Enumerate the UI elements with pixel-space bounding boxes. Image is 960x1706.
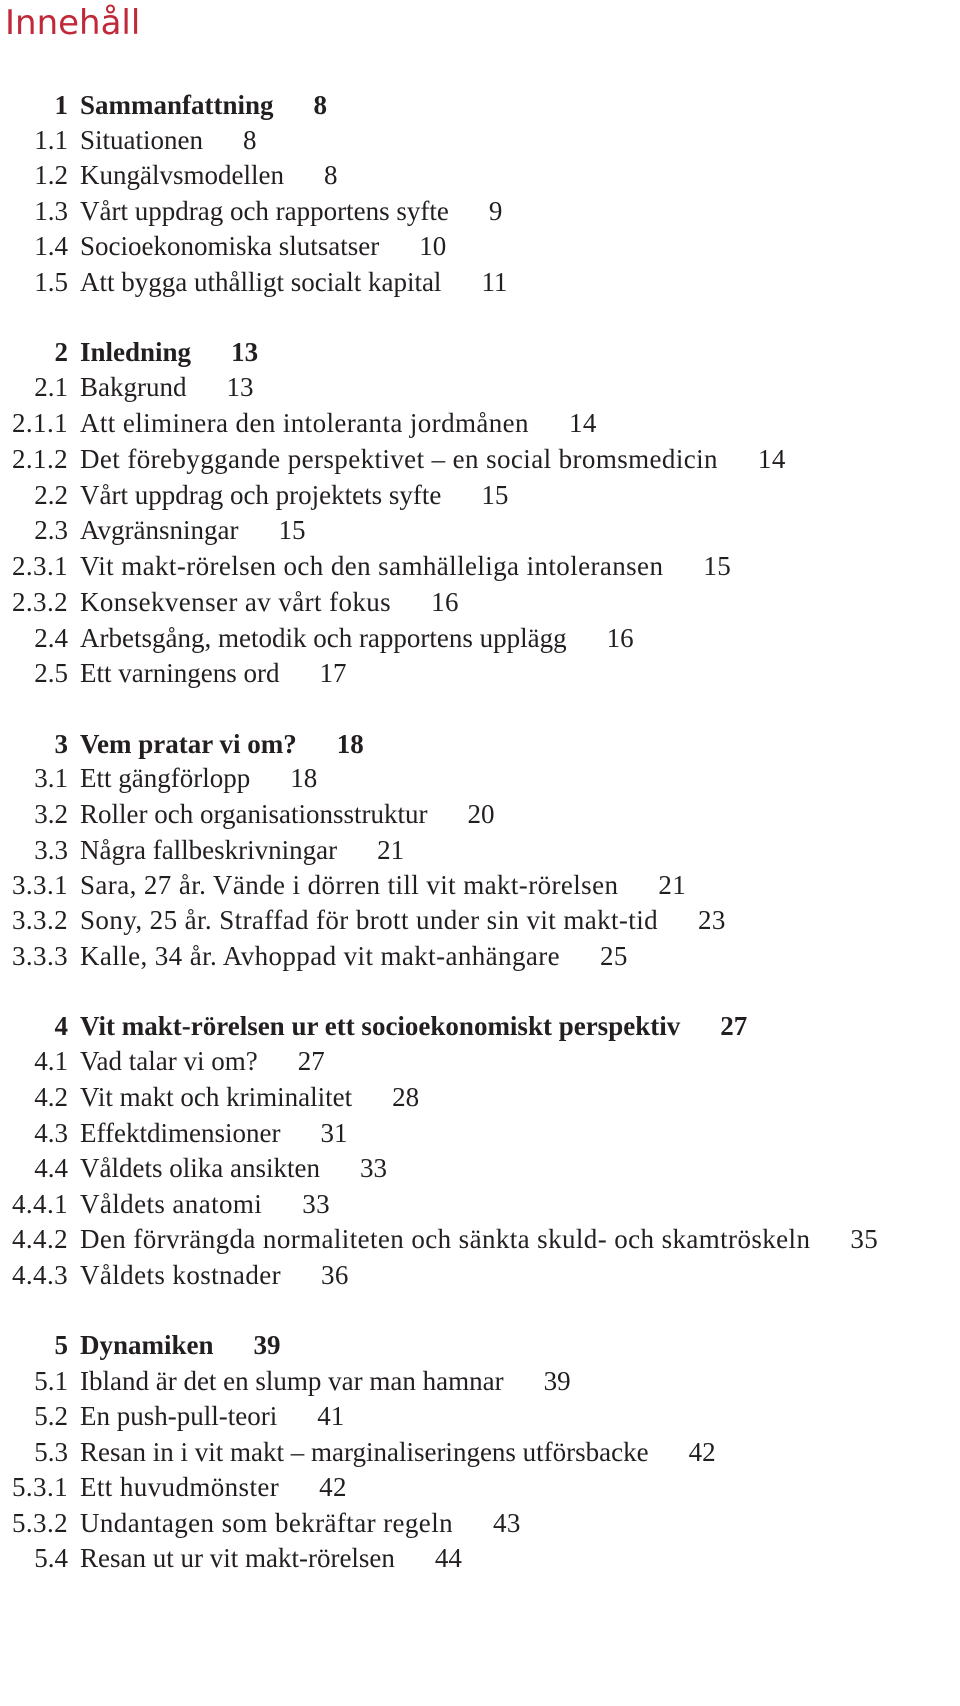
toc-entry-title: Effektdimensioner [80,1118,281,1148]
toc-entry-title: Roller och organisationsstruktur [80,799,428,829]
toc-entry-page: 13 [226,372,254,402]
toc-entry-page: 18 [290,763,318,793]
toc-entry-number: 3.2 [34,799,68,829]
toc-entry[interactable] [8,796,494,832]
toc-entry[interactable] [8,477,508,513]
toc-entry-number: 1.1 [34,125,68,155]
toc-entry-number: 3.1 [34,763,68,793]
toc-entry[interactable] [8,726,364,762]
toc-entry-number: 5.3.2 [12,1508,68,1538]
toc-entry[interactable] [8,1008,747,1044]
toc-entry-page: 39 [543,1366,571,1396]
toc-entry-title: Att eliminera den intoleranta jordmånen [80,408,529,438]
toc-entry-number: 2.1 [34,372,68,402]
toc-entry-page: 13 [231,337,259,367]
toc-entry[interactable] [8,264,507,300]
toc-entry-title: Våldets olika ansikten [80,1153,320,1183]
toc-entry-title: Bakgrund [80,372,187,402]
toc-entry-page: 17 [319,658,347,688]
toc-entry-page: 33 [359,1153,387,1183]
toc-entry-page: 18 [336,729,364,759]
toc-entry-page: 16 [606,623,634,653]
toc-entry-number: 5.3 [34,1437,68,1467]
toc-entry-page: 39 [253,1330,281,1360]
toc-entry-number: 4 [54,1011,68,1041]
toc-entry[interactable] [8,1150,387,1186]
toc-entry-title: Vårt uppdrag och rapportens syfte [80,196,449,226]
toc-entry-page: 27 [720,1011,748,1041]
toc-entry-title: Socioekonomiska slutsatser [80,231,380,261]
toc-entry[interactable] [8,1434,716,1470]
toc-entry[interactable] [8,1398,344,1434]
toc-entry-page: 42 [319,1472,347,1502]
toc-entry[interactable] [8,441,786,477]
toc-entry[interactable] [8,1079,419,1115]
toc-entry-page: 44 [434,1543,462,1573]
toc-entry-page: 8 [243,125,257,155]
toc-entry-page: 21 [658,870,687,900]
toc-entry[interactable] [8,584,459,620]
toc-entry-page: 15 [703,551,732,581]
toc-entry-title: Några fallbeskrivningar [80,835,338,865]
toc-entry-number: 2.2 [34,480,68,510]
toc-entry-number: 1.4 [34,231,68,261]
toc-entry-page: 11 [481,267,508,297]
toc-entry[interactable] [8,157,337,193]
toc-entry[interactable] [8,228,446,264]
toc-entry-page: 14 [568,408,597,438]
toc-entry-title: Ett gängförlopp [80,763,251,793]
toc-entry[interactable] [8,369,253,405]
toc-entry-title: Ett varningens ord [80,658,280,688]
toc-entry-page: 23 [698,905,726,935]
toc-entry-page: 28 [392,1082,420,1112]
toc-entry-title: Vit makt-rörelsen ur ett socioekonomiskt perspektiv [80,1011,681,1041]
toc-entry-title: Sammanfattning [80,90,274,120]
toc-entry-number: 3.3 [34,835,68,865]
toc-entry-page: 16 [431,587,459,617]
toc-entry-title: Vad talar vi om? [80,1046,258,1076]
toc-entry[interactable] [8,902,726,938]
toc-entry-title: Undantagen som bekräftar regeln [80,1508,453,1538]
toc-entry[interactable] [8,620,634,656]
toc-entry-number: 2.1.1 [12,408,68,438]
toc-entry-number: 2.4 [34,623,68,653]
toc-entry-page: 8 [323,160,338,190]
toc-entry[interactable] [8,405,597,441]
toc-entry-number: 1 [54,90,68,120]
toc-entry[interactable] [8,1327,281,1363]
toc-entry[interactable] [8,1221,878,1257]
toc-entry-page: 43 [493,1508,521,1538]
toc-entry[interactable] [8,1186,330,1222]
toc-entry-page: 15 [278,515,306,545]
toc-entry[interactable] [8,867,686,903]
toc-entry-title: Sony, 25 år. Straffad för brott under sin vit makt-tid [80,905,659,935]
toc-entry-number: 3.3.3 [12,941,68,971]
toc-entry-page: 35 [850,1224,879,1254]
toc-entry-title: Konsekvenser av vårt fokus [80,587,392,617]
toc-entry[interactable] [8,1505,521,1541]
toc-entry-page: 14 [757,444,786,474]
toc-entry-title: Vårt uppdrag och projektets syfte [80,480,442,510]
toc-entry-number: 4.3 [34,1118,68,1148]
toc-entry-page: 21 [377,835,405,865]
toc-entry-number: 2.3 [34,515,68,545]
toc-entry-title: Arbetsgång, metodik och rapportens upplägg [80,623,567,653]
toc-entry-title: Dynamiken [80,1330,214,1360]
toc-entry[interactable] [8,1469,347,1505]
toc-entry-number: 4.4.1 [12,1189,68,1219]
toc-entry[interactable] [8,548,731,584]
toc-entry-number: 4.2 [34,1082,68,1112]
toc-entry-number: 4.4.2 [12,1224,68,1254]
toc-entry-number: 2.1.2 [12,444,68,474]
toc-entry-number: 1.3 [34,196,68,226]
toc-entry-number: 3.3.2 [12,905,68,935]
toc-entry-number: 5.2 [34,1401,68,1431]
toc-entry-title: Ett huvudmönster [80,1472,280,1502]
page-title: Innehåll [5,3,141,43]
toc-entry-page: 25 [600,941,628,971]
toc-entry[interactable] [8,1540,462,1576]
toc-entry-page: 20 [467,799,495,829]
toc-entry[interactable] [8,122,257,158]
toc-entry[interactable] [8,193,502,229]
toc-entry-page: 27 [297,1046,325,1076]
toc-entry-title: Avgränsningar [80,515,239,545]
toc-entry[interactable] [8,1257,349,1293]
toc-entry-number: 4.4 [34,1153,68,1183]
toc-entry-title: Sara, 27 år. Vände i dörren till vit makt-rörelsen [80,870,619,900]
toc-entry-number: 2.3.2 [12,587,68,617]
toc-entry-number: 5 [54,1330,68,1360]
toc-entry[interactable] [8,87,327,123]
toc-entry[interactable] [8,655,346,691]
toc-entry[interactable] [8,832,404,868]
toc-entry[interactable] [8,512,305,548]
toc-entry-title: Våldets kostnader [80,1260,281,1290]
toc-entry-number: 3.3.1 [12,870,68,900]
toc-entry-number: 2 [54,337,68,367]
toc-entry-title: Att bygga uthålligt socialt kapital [80,267,442,297]
toc-entry-page: 8 [313,90,328,120]
toc-entry-number: 4.1 [34,1046,68,1076]
toc-entry[interactable] [8,938,628,974]
toc-entry-page: 10 [419,231,447,261]
toc-entry-number: 5.1 [34,1366,68,1396]
toc-entry[interactable] [8,1115,347,1151]
toc-entry-number: 2.5 [34,658,68,688]
toc-entry-title: Våldets anatomi [80,1189,263,1219]
toc-entry-number: 5.3.1 [12,1472,68,1502]
toc-entry-title: Kungälvsmodellen [80,160,284,190]
toc-entry-title: Resan in i vit makt – marginaliseringens utförsbacke [80,1437,649,1467]
toc-entry-page: 31 [320,1118,348,1148]
toc-entry-title: Vit makt och kriminalitet [80,1082,353,1112]
toc-entry-title: Vit makt-rörelsen och den samhälleliga intoleransen [80,551,664,581]
toc-entry-title: Det förebyggande perspektivet – en social bromsmedicin [80,444,718,474]
toc-entry-number: 5.4 [34,1543,68,1573]
toc-entry-title: Den förvrängda normaliteten och sänkta skuld- och skamtröskeln [80,1224,811,1254]
toc-entry-number: 1.5 [34,267,68,297]
toc-entry-number: 1.2 [34,160,68,190]
toc-entry-page: 33 [302,1189,331,1219]
toc-entry-number: 2.3.1 [12,551,68,581]
toc-entry-page: 9 [488,196,503,226]
toc-entry[interactable] [8,760,317,796]
toc-entry-number: 4.4.3 [12,1260,68,1290]
toc-entry[interactable] [8,334,258,370]
toc-entry-title: Kalle, 34 år. Avhoppad vit makt-anhängare [80,941,561,971]
toc-entry-title: Situationen [80,125,203,155]
toc-entry[interactable] [8,1043,325,1079]
toc-entry-title: Inledning [80,337,192,367]
toc-entry-title: Vem pratar vi om? [80,729,297,759]
toc-entry-number: 3 [54,729,68,759]
toc-entry-page: 42 [688,1437,716,1467]
toc-entry-title: Ibland är det en slump var man hamnar [80,1366,504,1396]
toc-entry-page: 15 [481,480,509,510]
toc-entry-page: 36 [321,1260,349,1290]
toc-entry[interactable] [8,1363,571,1399]
toc-entry-title: En push-pull-teori [80,1401,278,1431]
toc-entry-title: Resan ut ur vit makt-rörelsen [80,1543,395,1573]
toc-entry-page: 41 [317,1401,345,1431]
